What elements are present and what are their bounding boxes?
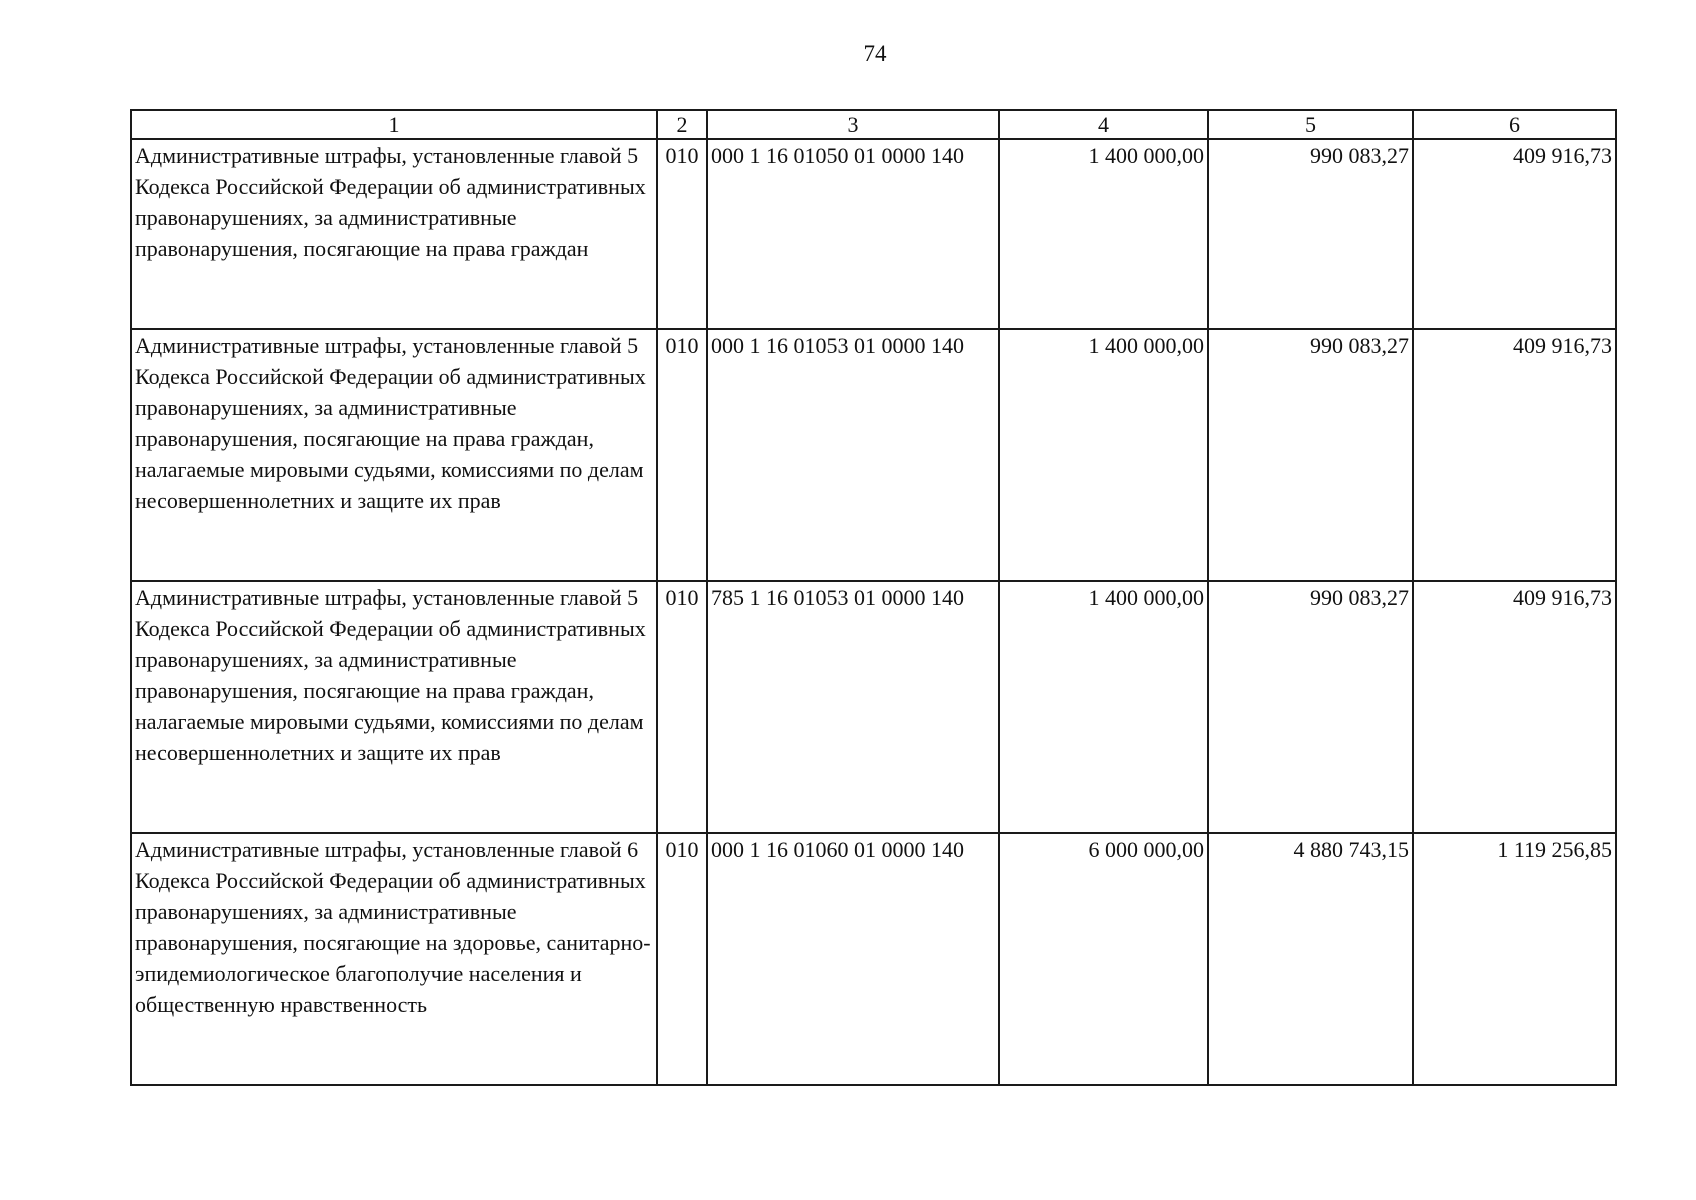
table-header-row — [131, 110, 1616, 139]
budget-code-cell: 000 1 16 01053 01 0000 140 — [707, 329, 999, 581]
table-row — [131, 139, 1616, 329]
admin-code-cell: 010 — [657, 833, 707, 1085]
plan-amount-cell: 6 000 000,00 — [999, 833, 1208, 1085]
executed-amount-cell: 990 083,27 — [1208, 581, 1413, 833]
budget-code-cell: 000 1 16 01050 01 0000 140 — [707, 139, 999, 329]
column-header: 3 — [707, 110, 999, 139]
column-header: 4 — [999, 110, 1208, 139]
admin-code-cell: 010 — [657, 139, 707, 329]
column-header: 2 — [657, 110, 707, 139]
revenue-name-cell: Административные штрафы, установленные главой 5 Кодекса Российской Федерации об административных правонарушениях, за административные правонарушения, посягающие на права граждан — [131, 139, 657, 329]
plan-amount-cell: 1 400 000,00 — [999, 329, 1208, 581]
executed-amount-cell: 990 083,27 — [1208, 329, 1413, 581]
page-number: 74 — [863, 41, 887, 66]
revenue-name-cell: Административные штрафы, установленные главой 5 Кодекса Российской Федерации об административных правонарушениях, за административные правонарушения, посягающие на права граждан, налагаемые мировыми судьями, комиссиями по делам несовершеннолетних и защите их прав — [131, 581, 657, 833]
table-row — [131, 329, 1616, 581]
remaining-amount-cell: 1 119 256,85 — [1413, 833, 1616, 1085]
remaining-amount-cell: 409 916,73 — [1413, 139, 1616, 329]
remaining-amount-cell: 409 916,73 — [1413, 581, 1616, 833]
executed-amount-cell: 990 083,27 — [1208, 139, 1413, 329]
column-header: 5 — [1208, 110, 1413, 139]
admin-code-cell: 010 — [657, 581, 707, 833]
admin-code-cell: 010 — [657, 329, 707, 581]
column-header: 1 — [131, 110, 657, 139]
plan-amount-cell: 1 400 000,00 — [999, 139, 1208, 329]
budget-code-cell: 785 1 16 01053 01 0000 140 — [707, 581, 999, 833]
executed-amount-cell: 4 880 743,15 — [1208, 833, 1413, 1085]
remaining-amount-cell: 409 916,73 — [1413, 329, 1616, 581]
column-header: 6 — [1413, 110, 1616, 139]
table-row — [131, 581, 1616, 833]
budget-code-cell: 000 1 16 01060 01 0000 140 — [707, 833, 999, 1085]
revenue-name-cell: Административные штрафы, установленные главой 6 Кодекса Российской Федерации об административных правонарушениях, за административные правонарушения, посягающие на здоровье, санитарно-эпидемиологическое благополучие населения и общественную нравственность — [131, 833, 657, 1085]
table-row — [131, 833, 1616, 1085]
plan-amount-cell: 1 400 000,00 — [999, 581, 1208, 833]
budget-table — [130, 109, 1617, 1086]
revenue-name-cell: Административные штрафы, установленные главой 5 Кодекса Российской Федерации об административных правонарушениях, за административные правонарушения, посягающие на права граждан, налагаемые мировыми судьями, комиссиями по делам несовершеннолетних и защите их прав — [131, 329, 657, 581]
